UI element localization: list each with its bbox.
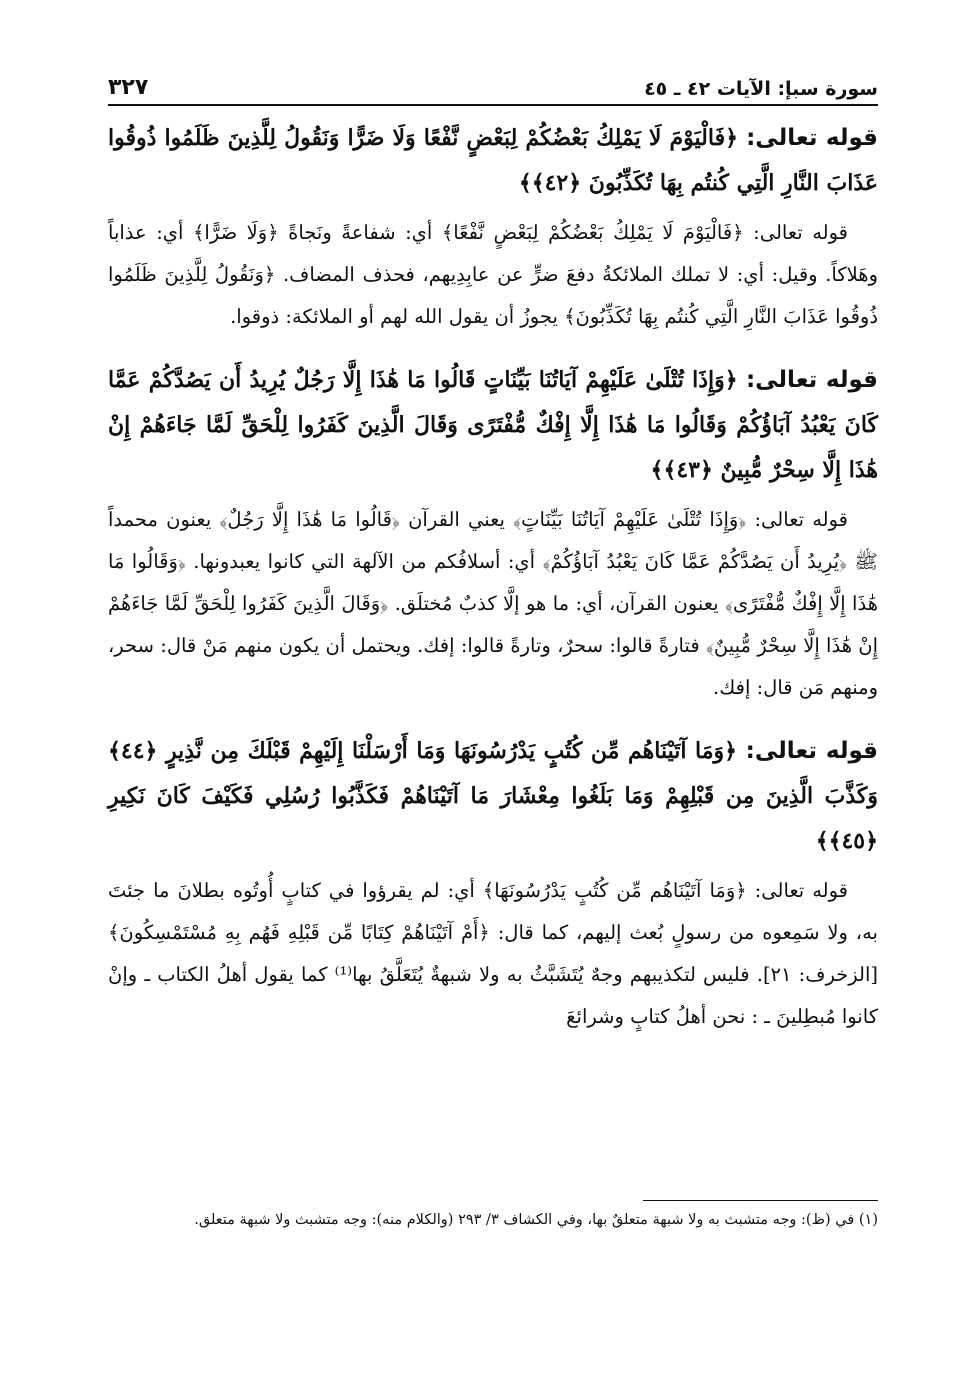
- commentary-section-2: [108, 358, 878, 709]
- verse-lead: قوله تعالى:: [746, 125, 878, 151]
- verse-block: [108, 358, 878, 493]
- commentary-section-1: [108, 116, 878, 338]
- commentary-paragraph: قوله تعالى: ﴿وَإِذَا تُتْلَىٰ عَلَيْهِمْ آيَاتُنَا بَيِّنَاتٍ﴾ يعني القرآن ﴿قَالُوا مَا هَٰذَا إِلَّا رَجُلٌ﴾ يعنون محمداً ﷺ ﴿يُرِيدُ أَن يَصُدَّكُمْ عَمَّا كَانَ يَعْبُدُ آبَاؤُكُمْ﴾ أي: أسلافُكم من الآلهة التي كانوا يعبدونها. ﴿وَقَالُوا مَا هَٰذَا إِلَّا إِفْكٌ مُّفْتَرًى﴾ يعنون القرآن، أي: ما هو إلَّا كذبٌ مُختلَق. ﴿وَقَالَ الَّذِينَ كَفَرُوا لِلْحَقِّ لَمَّا جَاءَهُمْ إِنْ هَٰذَا إِلَّا سِحْرٌ مُّبِينٌ﴾ فتارةً قالوا: سحرٌ، وتارةً قالوا: إفك. ويحتمل أن يكون منهم مَنْ قال: سحر، ومنهم مَن قال: إفك.: [108, 508, 878, 699]
- commentary-section-3: [108, 729, 878, 1038]
- header-rule: [108, 104, 878, 106]
- commentary-paragraph: قوله تعالى: ﴿فَالْيَوْمَ لَا يَمْلِكُ بَعْضُكُمْ لِبَعْضٍ نَّفْعًا﴾ أي: شفاعةً ونَجاةً ﴿وَلَا ضَرًّا﴾ أي: عذاباً وهَلاكاً. وقيل: أي: لا تملك الملائكةُ دفعَ ضرٍّ عن عابِدِيهم، فحذف المضاف. ﴿وَنَقُولُ لِلَّذِينَ ظَلَمُوا ذُوقُوا عَذَابَ النَّارِ الَّتِي كُنتُم بِهَا تُكَذِّبُونَ﴾ يجوزُ أن يقول الله لهم أو الملائكة: ذوقوا.: [108, 221, 878, 328]
- footnote-rule: [643, 1200, 878, 1201]
- sura-title: سورة سبإ: الآيات ٤٢ ـ ٤٥: [644, 78, 878, 100]
- footnote: (١) في (ظ): وجه متشبث به ولا شبهة متعلقٌ بها، وفي الكشاف ٣/ ٢٩٣ (والكلام منه): وجه متشبث ولا شبهة متعلق.: [194, 1212, 878, 1228]
- verse-text: ﴿وَمَا آتَيْنَاهُم مِّن كُتُبٍ يَدْرُسُونَهَا وَمَا أَرْسَلْنَا إِلَيْهِمْ قَبْلَكَ مِن نَّذِيرٍ ﴿٤٤﴾ وَكَذَّبَ الَّذِينَ مِن قَبْلِهِمْ وَمَا بَلَغُوا مِعْشَارَ مَا آتَيْنَاهُمْ فَكَذَّبُوا رُسُلِي فَكَيْفَ كَانَ نَكِيرِ ﴿٤٥﴾﴾: [108, 738, 878, 854]
- page-number: ٣٢٧: [108, 75, 149, 100]
- verse-text: ﴿فَالْيَوْمَ لَا يَمْلِكُ بَعْضُكُمْ لِبَعْضٍ نَّفْعًا وَلَا ضَرًّا وَنَقُولُ لِلَّذِينَ ظَلَمُوا ذُوقُوا عَذَابَ النَّارِ الَّتِي كُنتُم بِهَا تُكَذِّبُونَ ﴿٤٢﴾﴾: [108, 125, 878, 196]
- verse-lead: قوله تعالى:: [745, 738, 878, 764]
- running-header: [108, 58, 878, 100]
- commentary-paragraph: قوله تعالى: ﴿وَمَا آتَيْنَاهُم مِّن كُتُبٍ يَدْرُسُونَهَا﴾ أي: لم يقرؤوا في كتابٍ أُوتُوه بطلانَ ما جئتَ به، ولا سَمِعوه من رسولٍ بُعث إليهم، كما قال: ﴿أَمْ آتَيْنَاهُمْ كِتَابًا مِّن قَبْلِهِ فَهُم بِهِ مُسْتَمْسِكُونَ﴾ [الزخرف: ٢١]. فليس لتكذيبهم وجهٌ يُتَشَبَّثُ به ولا شبهةٌ يُتَعَلَّقُ بها⁽¹⁾ كما يقول أهلُ الكتاب ـ وإنْ كانوا مُبطِلينَ ـ : نحن أهلُ كتابٍ وشرائعَ: [108, 879, 878, 1028]
- verse-text: ﴿وَإِذَا تُتْلَىٰ عَلَيْهِمْ آيَاتُنَا بَيِّنَاتٍ قَالُوا مَا هَٰذَا إِلَّا رَجُلٌ يُرِيدُ أَن يَصُدَّكُمْ عَمَّا كَانَ يَعْبُدُ آبَاؤُكُمْ وَقَالُوا مَا هَٰذَا إِلَّا إِفْكٌ مُّفْتَرًى وَقَالَ الَّذِينَ كَفَرُوا لِلْحَقِّ لَمَّا جَاءَهُمْ إِنْ هَٰذَا إِلَّا سِحْرٌ مُّبِينٌ ﴿٤٣﴾﴾: [108, 367, 878, 483]
- verse-block: [108, 729, 878, 864]
- page: [108, 58, 878, 1358]
- verse-block: [108, 116, 878, 206]
- verse-lead: قوله تعالى:: [745, 367, 878, 393]
